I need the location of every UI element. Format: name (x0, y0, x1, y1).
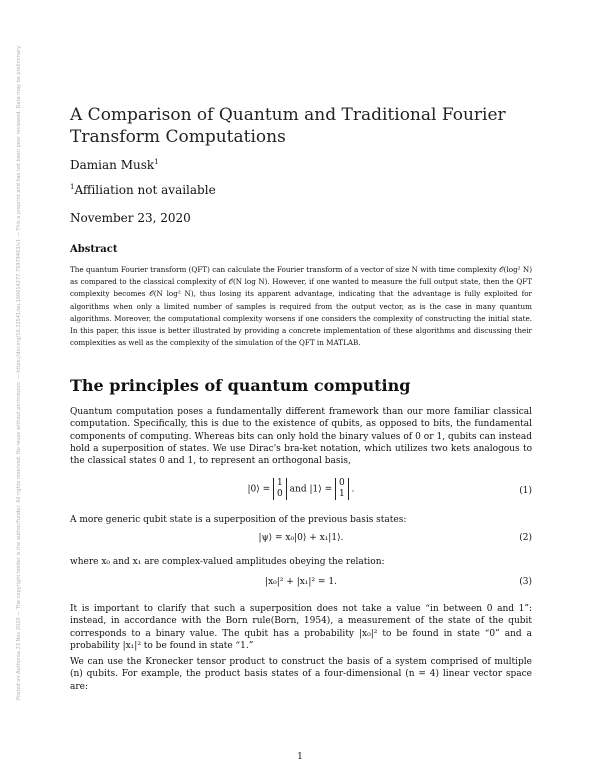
eq1-m1-bot: 0 (277, 489, 283, 499)
affiliation-text: Affiliation not available (74, 183, 216, 197)
eq1-m1-top: 1 (277, 478, 283, 488)
eq1-matrix-1 (273, 478, 287, 500)
paragraph-4: It is important to clarify that such a superposition does not take a value “in between 0 and 1”: instead, in accordance with the Born rule(Born, 1954), a measurement of the state of the qubit corresponds to a binary value. The qubit has a probability |x₀|² to be found in state “0” and a probability |x₁|² to be found in state “1.” (70, 604, 532, 651)
eq1-m2-top: 0 (339, 478, 345, 488)
paper-title: A Comparison of Quantum and Traditional Fourier Transform Computations (70, 105, 506, 147)
eq1-m2-bot: 1 (339, 489, 345, 499)
eq3-body: |x₀|² + |x₁|² = 1. (265, 577, 337, 587)
affiliation-line (70, 183, 216, 197)
side-note-text: Posted on Authorea 23 Nov 2020 — The copyright holder is the author/funder. All rights reserved. No reuse without permission. — https://doi.org/10.22541/au.160614277.75979463/v1 — This a preprint and has not been peer reviewed. Data may be preliminary. (16, 45, 22, 700)
equation-1 (70, 478, 532, 508)
eq2-body: |ψ⟩ = x₀|0⟩ + x₁|1⟩. (258, 533, 344, 543)
section-title: The principles of quantum computing (70, 376, 411, 395)
paragraph-2: A more generic qubit state is a superposition of the previous basis states: (70, 515, 407, 525)
eq1-matrix-2 (335, 478, 349, 500)
author-sup: 1 (154, 158, 159, 166)
eq3-number: (3) (519, 577, 532, 587)
author-line (70, 158, 159, 172)
eq1-number: (1) (519, 486, 532, 496)
eq1-left: |0⟩ = (247, 484, 271, 495)
eq1-mid: and |1⟩ = (289, 484, 333, 495)
paragraph-3: where x₀ and x₁ are complex-valued amplitudes obeying the relation: (70, 557, 385, 567)
abstract-text: The quantum Fourier transform (QFT) can calculate the Fourier transform of a vector of size N with time complexity 𝒪(log² N) as compared to the classical complexity of 𝒪(N log N). However, if one wanted to measure the full output state, then the QFT complexity becomes 𝒪(N log² N), thus losing its apparent advantage, indicating that the advantage is fully exploited for algorithms when only a limited number of samples is required from the output vector, as is the case in many quantum algorithms. Moreover, the computational complexity worsens if one considers the complexity of constructing the initial state. In this paper, this issue is better illustrated by providing a concrete implementation of these algorithms and discussing their complexities as well as the complexity of the simulation of the QFT in MATLAB. (70, 265, 532, 348)
eq1-end: . (351, 484, 355, 495)
paper-date: November 23, 2020 (70, 211, 191, 225)
author-name: Damian Musk (70, 158, 155, 172)
eq2-number: (2) (519, 533, 532, 543)
preprint-side-note (2, 45, 32, 720)
affiliation-sup: 1 (70, 183, 75, 191)
page-number: 1 (297, 752, 303, 762)
paragraph-5: We can use the Kronecker tensor product to construct the basis of a system comprised of multiple (n) qubits. For example, the product basis states of a four-dimensional (n = 4) linear vector space are: (70, 657, 532, 692)
paragraph-1: Quantum computation poses a fundamentally different framework than our more familiar classical computation. Specifically, this is due to the existence of qubits, as opposed to bits, the fundamental components of computing. Whereas bits can only hold the binary values of 0 or 1, qubits can instead hold a superposition of states. We use Dirac's bra-ket notation, which utilizes two kets analogous to the classical states 0 and 1, to represent an orthogonal basis, (70, 407, 532, 467)
abstract-heading: Abstract (70, 244, 118, 255)
